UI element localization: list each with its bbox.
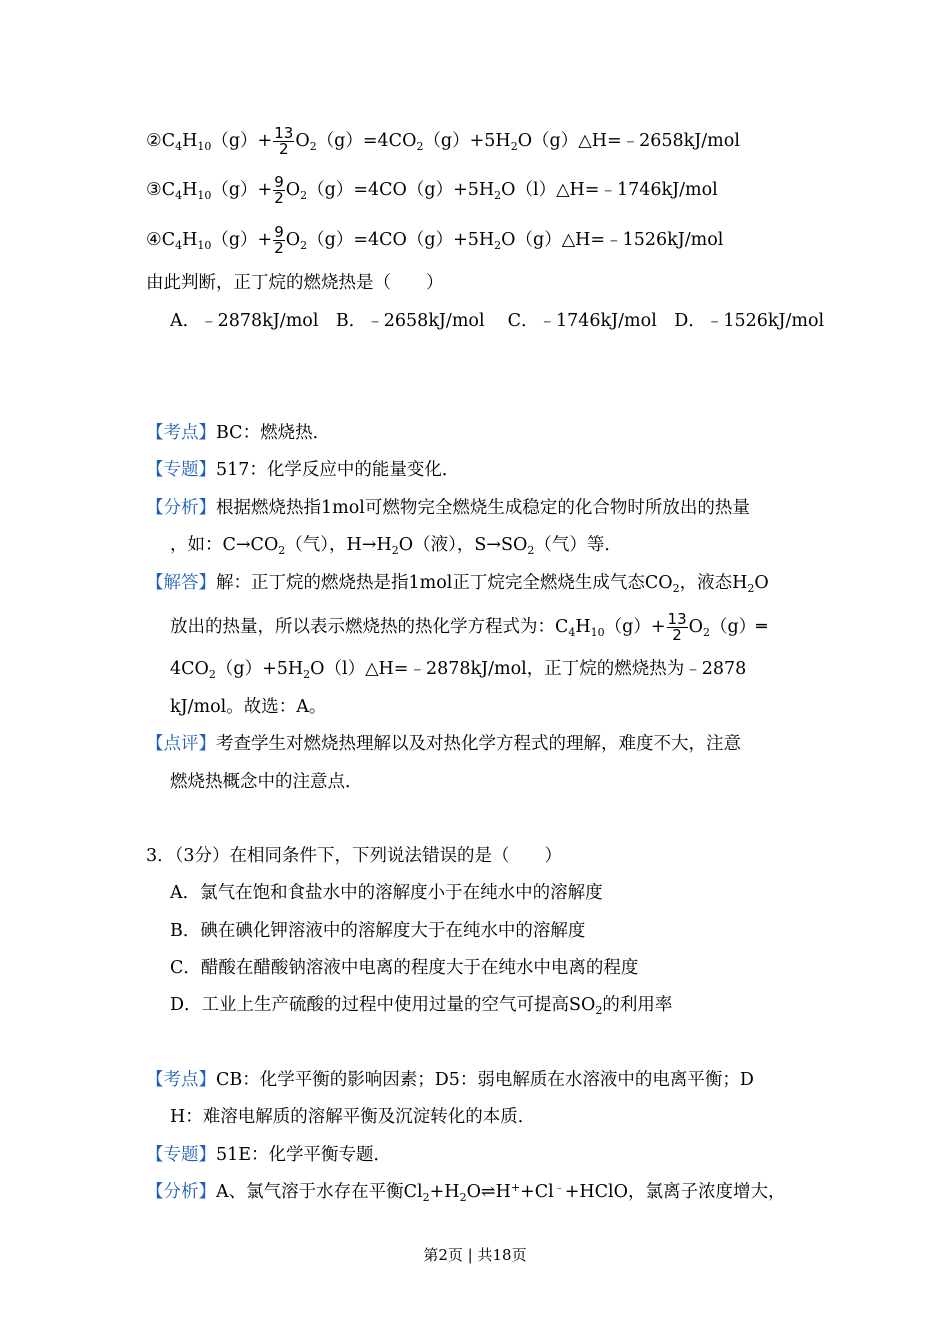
text-run: D．工业上生产硫酸的过程中使用过量的空气可提高SO <box>170 995 596 1015</box>
eq-text: （g）+ <box>211 180 273 200</box>
q3-kaodian-continued: H：难溶电解质的溶解平衡及沉淀转化的本质． <box>170 1107 536 1127</box>
subscript: 2 <box>303 668 311 681</box>
eq-text: ③C <box>146 180 176 200</box>
question-3-stem: 3．（3分）在相同条件下，下列说法错误的是（ ） <box>146 846 563 866</box>
question-2-options: A．﹣2878kJ/mol B．﹣2658kJ/mol C．﹣1746kJ/mol D．﹣1526kJ/mol <box>170 311 825 331</box>
fraction-denominator: 2 <box>274 189 284 207</box>
text-run: ，液态H <box>679 573 748 593</box>
question-3-option-d <box>170 993 672 1017</box>
dianping-text: 考查学生对燃烧热理解以及对热化学方程式的理解，难度不大，注意 <box>216 734 741 754</box>
fenxi-row <box>146 496 750 520</box>
superscript: ﹣ <box>553 1181 565 1194</box>
jieda-line-2 <box>170 612 767 643</box>
text-run: O⇌H <box>466 1182 511 1202</box>
fraction-denominator: 2 <box>672 626 682 644</box>
eq-text: （g）+ <box>211 230 273 250</box>
subscript: 2 <box>494 239 502 252</box>
zhuanti-text: 517：化学反应中的能量变化． <box>216 460 460 480</box>
subscript: 2 <box>300 189 308 202</box>
kaodian-text: BC：燃烧热． <box>216 423 331 443</box>
text-run: O（l）△H=﹣2878kJ/mol，正丁烷的燃烧热为﹣2878 <box>310 659 747 679</box>
text-run: 放出的热量，所以表示燃烧热的热化学方程式为：C <box>170 617 569 637</box>
subscript: 10 <box>197 239 212 252</box>
text-run: O（液），S→SO <box>398 535 528 555</box>
question-3-option-a: A．氯气在饱和食盐水中的溶解度小于在纯水中的溶解度 <box>170 883 603 903</box>
subscript: 4 <box>568 626 576 639</box>
fenxi-text: 根据燃烧热指1mol可燃物完全燃烧生成稳定的化合物时所放出的热量 <box>216 498 750 518</box>
dianping-label: 【点评】 <box>146 734 216 754</box>
subscript: 2 <box>672 582 680 595</box>
question-2-stem: 由此判断，正丁烷的燃烧热是（ ） <box>146 273 444 293</box>
fraction-denominator: 2 <box>274 239 284 257</box>
fenxi-continued <box>170 533 622 557</box>
question-3-option-c: C．醋酸在醋酸钠溶液中电离的程度大于在纯水中电离的程度 <box>170 958 639 978</box>
fraction-denominator: 2 <box>279 140 289 158</box>
eq-text: O <box>295 131 310 151</box>
q3-fenxi-row <box>146 1180 785 1204</box>
subscript: 2 <box>278 544 286 557</box>
zhuanti-row <box>146 458 459 482</box>
zhuanti-label: 【专题】 <box>146 460 216 480</box>
eq-text: H <box>182 180 198 200</box>
eq-text: （g）+ <box>211 131 273 151</box>
text-run: 解：正丁烷的燃烧热是指1mol正丁烷完全燃烧生成气态CO <box>216 573 673 593</box>
fraction <box>273 175 285 206</box>
superscript: + <box>510 1181 521 1194</box>
text-run: +Cl <box>520 1182 554 1202</box>
text-run: （气），H→H <box>285 535 392 555</box>
fraction <box>273 126 294 157</box>
subscript: 2 <box>510 140 518 153</box>
subscript: 2 <box>459 1191 467 1204</box>
jieda-line-3 <box>170 657 746 681</box>
subscript: 2 <box>309 140 317 153</box>
subscript: 2 <box>300 239 308 252</box>
text-run: +H <box>429 1182 460 1202</box>
jieda-line-4: kJ/mol。故选：A。 <box>170 697 327 717</box>
fraction-numerator: 13 <box>667 610 687 628</box>
eq-text: O（l）△H=﹣1746kJ/mol <box>501 180 718 200</box>
text-run: 的利用率 <box>602 995 673 1015</box>
subscript: 2 <box>208 668 216 681</box>
text-run: （气）等． <box>534 535 622 555</box>
text-run: H <box>575 617 591 637</box>
subscript: 4 <box>175 189 183 202</box>
text-run: 4CO <box>170 659 209 679</box>
subscript: 4 <box>175 140 183 153</box>
q3-kaodian-row <box>146 1068 754 1092</box>
subscript: 2 <box>416 140 424 153</box>
text-run: （g）+5H <box>215 659 304 679</box>
fenxi-label: 【分析】 <box>146 498 216 518</box>
subscript: 2 <box>702 626 710 639</box>
kaodian-row <box>146 421 330 445</box>
subscript: 10 <box>590 626 605 639</box>
eq-text: （g）=4CO <box>316 131 417 151</box>
q3-zhuanti-row <box>146 1143 391 1167</box>
eq-text: （g）+5H <box>423 131 511 151</box>
text-run: +HClO，氯离子浓度增大， <box>564 1182 786 1202</box>
page-footer: 第2页 | 共18页 <box>423 1246 527 1264</box>
fraction-numerator: 13 <box>274 124 294 142</box>
eq-text: O <box>285 180 301 200</box>
subscript: 2 <box>494 189 502 202</box>
fraction-numerator: 9 <box>274 223 284 241</box>
eq-text: ②C <box>146 131 176 151</box>
zhuanti-text: 51E：化学平衡专题． <box>216 1145 392 1165</box>
subscript: 2 <box>595 1004 603 1017</box>
eq-text: （g）=4CO（g）+5H <box>307 230 495 250</box>
eq-text: O <box>285 230 301 250</box>
kaodian-label: 【考点】 <box>146 1070 216 1090</box>
eq-text: O（g）△H=﹣2658kJ/mol <box>517 131 740 151</box>
subscript: 2 <box>391 544 399 557</box>
kaodian-text: CB：化学平衡的影响因素；D5：弱电解质在水溶液中的电离平衡；D <box>216 1070 754 1090</box>
subscript: 10 <box>197 140 212 153</box>
jieda-row <box>146 571 769 595</box>
subscript: 4 <box>175 239 183 252</box>
fenxi-label: 【分析】 <box>146 1182 216 1202</box>
zhuanti-label: 【专题】 <box>146 1145 216 1165</box>
dianping-continued: 燃烧热概念中的注意点． <box>170 772 363 792</box>
eq-text: （g）=4CO（g）+5H <box>307 180 495 200</box>
jieda-label: 【解答】 <box>146 573 216 593</box>
fraction-numerator: 9 <box>274 173 284 191</box>
equation-3 <box>146 175 718 206</box>
dianping-row <box>146 732 741 756</box>
text-run: O <box>688 617 703 637</box>
text-run: （g）+ <box>604 617 666 637</box>
kaodian-label: 【考点】 <box>146 423 216 443</box>
text-run: O <box>754 573 769 593</box>
equation-4 <box>146 225 723 256</box>
fraction <box>667 612 688 643</box>
subscript: 2 <box>422 1191 430 1204</box>
eq-text: H <box>182 230 198 250</box>
subscript: 2 <box>527 544 535 557</box>
text-run: （g）═ <box>709 617 767 637</box>
question-3-option-b: B．碘在碘化钾溶液中的溶解度大于在纯水中的溶解度 <box>170 921 586 941</box>
subscript: 10 <box>197 189 212 202</box>
eq-text: ④C <box>146 230 176 250</box>
fraction <box>273 225 285 256</box>
text-run: A、氯气溶于水存在平衡Cl <box>216 1182 423 1202</box>
equation-2 <box>146 126 740 157</box>
subscript: 2 <box>747 582 755 595</box>
eq-text: H <box>182 131 198 151</box>
eq-text: O（g）△H=﹣1526kJ/mol <box>501 230 724 250</box>
text-run: ，如：C→CO <box>170 535 279 555</box>
